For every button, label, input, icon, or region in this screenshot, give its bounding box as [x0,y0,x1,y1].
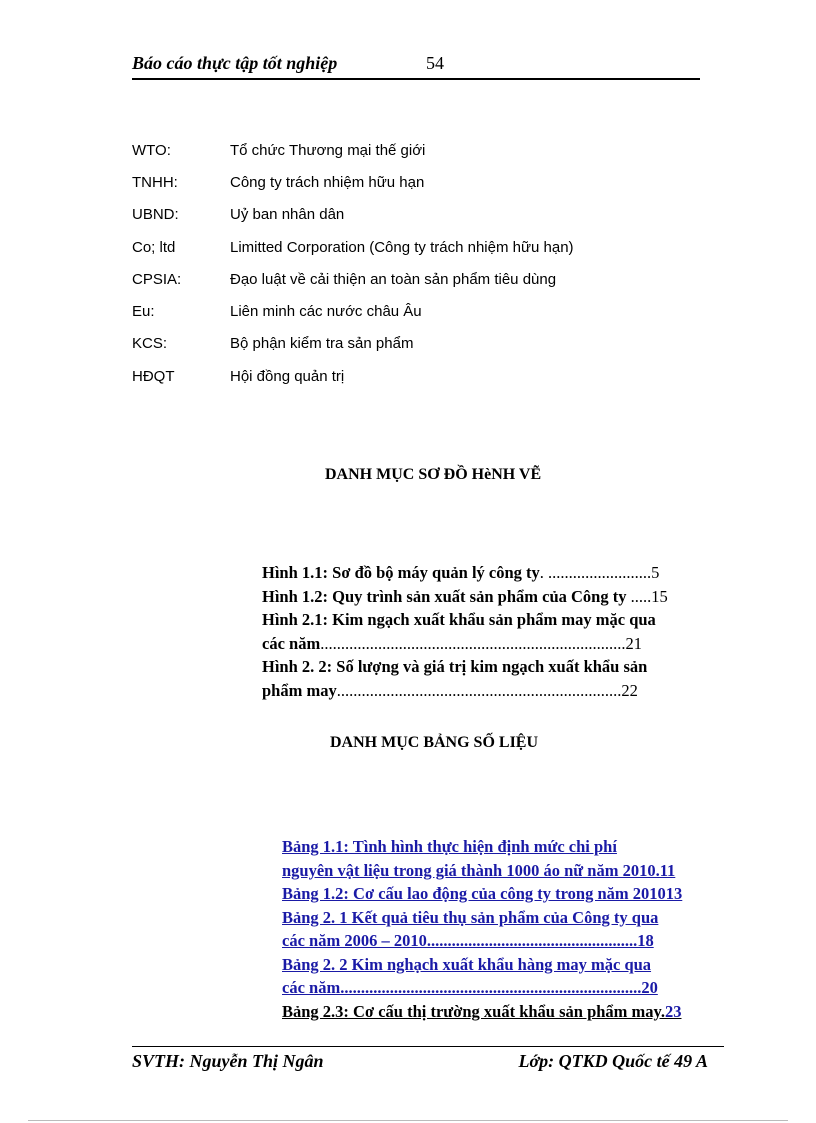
abbreviation-code: HĐQT [132,367,175,385]
abbreviation-row [132,328,692,360]
abbreviation-row [132,231,692,263]
abbreviation-meaning: Uỷ ban nhân dân [230,206,345,224]
abbreviation-row [132,263,692,295]
tables-section-title: DANH MỤC BẢNG SỐ LIỆU [330,734,539,751]
abbreviation-row [132,199,692,231]
figure-entry[interactable] [262,655,722,702]
table-link[interactable]: Bảng 2. 1 Kết quả tiêu thụ sản phẩm của Công ty qua [282,907,659,927]
tables-list [282,835,742,1023]
abbreviation-code: UBND: [132,206,179,224]
abbreviation-meaning: Tổ chức Thương mại thế giới [230,141,426,159]
figure-title-cont: phẩm may [262,680,337,700]
figure-title-cont: các năm [262,633,321,653]
figure-page: 22 [621,680,638,700]
figure-entry[interactable] [262,561,722,585]
student-name: SVTH: Nguyễn Thị Ngân [132,1051,324,1071]
figure-title: Hình 2.1: Kim ngạch xuất khẩu sản phẩm may mặc qua [262,610,656,629]
abbreviation-meaning: Công ty trách nhiệm hữu hạn [230,173,425,191]
table-link[interactable]: các năm.........................................................................20 [282,978,658,997]
abbreviation-code: TNHH: [132,173,178,191]
abbreviation-row [132,166,692,198]
abbreviation-row [132,295,692,327]
abbreviation-row [132,360,692,392]
figures-list [262,561,722,702]
abbreviation-code: CPSIA: [132,270,182,288]
page-bottom-divider [28,1120,788,1121]
figure-title: Hình 1.2: Quy trình sản xuất sản phẩm của Công ty [262,586,627,606]
table-link-last[interactable] [282,1000,742,1024]
leader-dots: .......................................................................... [320,633,626,653]
figure-entry[interactable] [262,585,722,609]
abbreviation-meaning: Hội đồng quản trị [230,367,345,385]
report-title: Báo cáo thực tập tốt nghiệp [132,53,338,73]
table-link[interactable]: các năm 2006 – 2010...................................................18 [282,931,654,950]
figure-page: 15 [651,586,668,606]
figure-page: 5 [651,563,660,582]
leader-dots: ..... [626,586,652,606]
table-link[interactable]: Bảng 1.1: Tình hình thực hiện định mức chi phí [282,837,617,856]
table-page: 23 [665,1001,682,1021]
table-link[interactable]: Bảng 2. 2 Kim nghạch xuất khẩu hàng may mặc qua [282,954,652,974]
abbreviation-row [132,134,692,166]
abbreviation-meaning: Liên minh các nước châu Âu [230,303,422,321]
abbreviation-meaning: Đạo luật về cải thiện an toàn sản phẩm tiêu dùng [230,270,557,288]
page-footer [132,1046,724,1073]
table-title: Bảng 2.3: Cơ cấu thị trường xuất khẩu sản phẩm may. [282,1001,665,1021]
figure-entry[interactable] [262,608,722,655]
figure-title: Hình 1.1: Sơ đồ bộ máy quản lý công ty [262,563,540,582]
abbreviation-code: Co; ltd [132,238,176,256]
figure-page: 21 [625,633,642,653]
page-header [132,50,700,80]
abbreviation-code: Eu: [132,303,155,321]
abbreviation-list [132,134,692,392]
table-link[interactable]: Bảng 1.2: Cơ cấu lao động của công ty trong năm 201013 [282,884,683,903]
class-name: Lớp: QTKD Quốc tế 49 A [518,1051,708,1071]
page-number: 54 [426,53,444,73]
abbreviation-meaning: Limitted Corporation (Công ty trách nhiệm hữu hạn) [230,238,574,256]
leader-dots: . ......................... [539,563,652,582]
abbreviation-code: KCS: [132,335,168,353]
table-link[interactable]: nguyên vật liệu trong giá thành 1000 áo nữ năm 2010.11 [282,860,676,880]
figure-title: Hình 2. 2: Số lượng và giá trị kim ngạch xuất khẩu sản [262,657,648,676]
leader-dots: ..................................................................... [336,680,622,700]
abbreviation-meaning: Bộ phận kiểm tra sản phẩm [230,335,414,353]
abbreviation-code: WTO: [132,141,171,159]
figures-section-title: DANH MỤC SƠ ĐỒ HèNH VẼ [325,466,542,483]
